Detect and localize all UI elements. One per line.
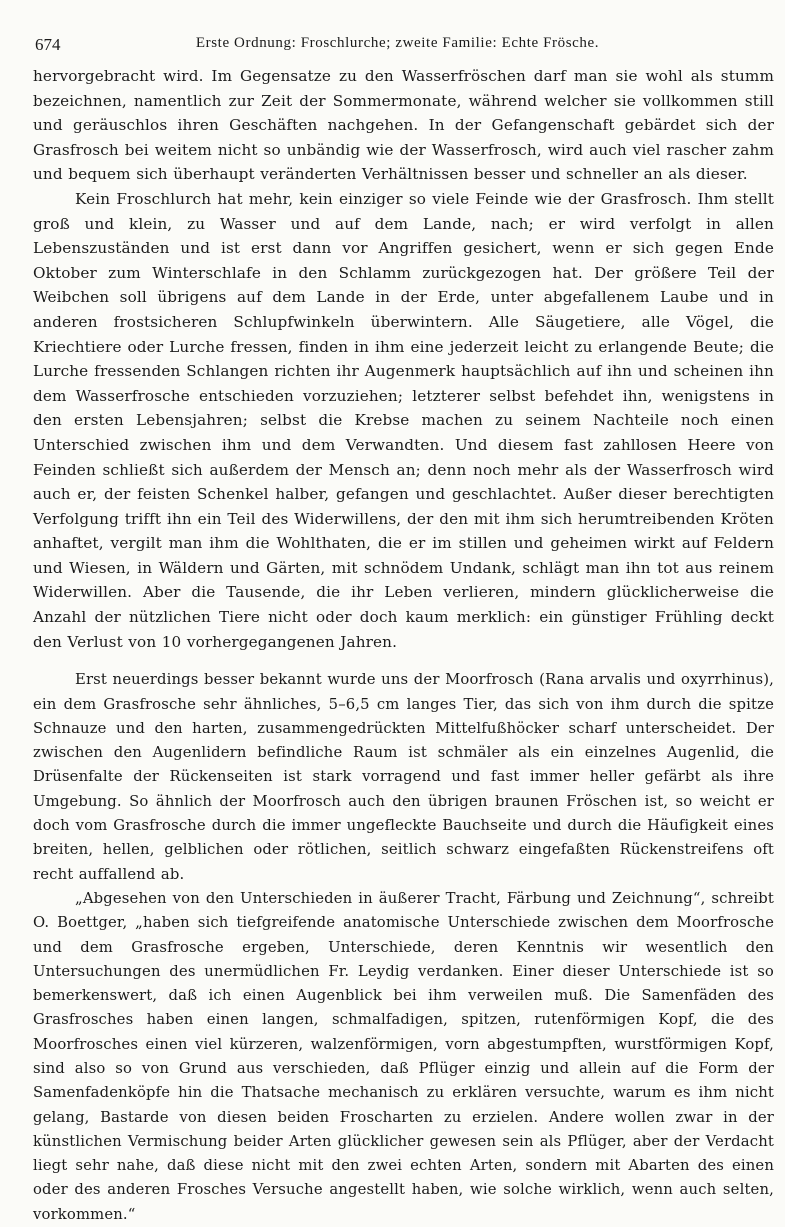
paragraph-moorfrosch: Erst neuerdings besser bekannt wurde uns der Moorfrosch (Rana arvalis und oxyrrhinus), ein dem Grasfrosche sehr ähnliches, 5–6,5 cm langes Tier, das sich von ihm durch die spitze Schnauze und den harten, zusammengedrückten Mittelfußhöcker scharf unterscheidet. Der zwischen den Augenlidern befindliche Raum ist schmäler als ein einzelnes Augenlid, die Drüsenfalte der Rückenseiten ist stark vorragend und fast immer heller gefärbt als ihre Umgebung. So ähnlich der Moorfrosch auch den übrigen braunen Fröschen ist, so weicht er doch vom Grasfrosche durch die immer ungefleckte Bauchseite und durch die Häufigkeit eines breiten, hellen, gelblichen oder rötlichen, seitlich schwarz eingefaßten Rückenstreifens oft recht auffallend ab. xyxy=(33,671,774,883)
paragraph-continuation: hervorgebracht wird. Im Gegensatze zu den Wasserfröschen darf man sie wohl als stumm bezeichnen, namentlich zur Zeit der Sommermonate, während welcher sie vollkommen still und geräuschlos ihren Geschäften nachgehen. In der Gefangenschaft gebärdet sich der Grasfrosch bei weitem nicht so unbändig wie der Wasserfrosch, wird auch viel rascher zahm und bequem sich überhaupt veränderten Verhältnissen besser und schneller an als dieser. xyxy=(33,67,774,184)
page-header xyxy=(35,33,760,57)
paragraph-boettger-quote: „Abgesehen von den Unterschieden in äußerer Tracht, Färbung und Zeichnung“, schreibt O. Boettger, „haben sich tiefgreifende anatomische Unterschiede zwischen dem Moorfrosche und dem Grasfrosche ergeben, Unterschiede, deren Kenntnis wir wesentlich den Untersuchungen des unermüdlichen Fr. Leydig verdanken. Einer dieser Unterschiede ist so bemerkenswert, daß ich einen Augenblick bei ihm verweilen muß. Die Samenfäden des Grasfrosches haben einen langen, schmalfadigen, spitzen, rutenförmigen Kopf, die des Moorfrosches einen viel kürzeren, walzenförmigen, vorn abgestumpften, wurstförmigen Kopf, sind also so von Grund aus verschieden, daß Pflüger einzig und allein auf die Form der Samenfadenköpfe hin die Thatsache mechanisch zu erklären versuchte, warum es ihm nicht gelang, Bastarde von diesen beiden Froscharten zu erzielen. Andere wollen zwar in der künstlichen Vermischung beider Arten glücklicher gewesen sein als Pflüger, aber der Verdacht liegt sehr nahe, daß diese nicht mit den zwei echten Arten, sondern mit Abarten des einen oder des anderen Frosches Versuche angestellt haben, wie solche wirklich, wenn auch selten, vorkommen.“ xyxy=(33,889,774,1223)
page-number: 674 xyxy=(35,35,61,54)
body-text xyxy=(33,64,774,1227)
running-head: Erste Ordnung: Froschlurche; zweite Familie: Echte Frösche. xyxy=(195,35,600,51)
paragraph-enemies: Kein Froschlurch hat mehr, kein einziger so viele Feinde wie der Grasfrosch. Ihm stellt groß und klein, zu Wasser und auf dem Lande, nach; er wird verfolgt in allen Lebenszuständen und ist erst dann vor Angriffen gesichert, wenn er sich gegen Ende Oktober zum Winterschlafe in den Schlamm zurückgezogen hat. Der größere Teil der Weibchen soll übrigens auf dem Lande in der Erde, unter abgefallenem Laube und in anderen frostsicheren Schlupfwinkeln überwintern. Alle Säugetiere, alle Vögel, die Kriechtiere oder Lurche fressen, finden in ihm eine jederzeit leicht zu erlangende Beute; die Lurche fressenden Schlangen richten ihr Augenmerk hauptsächlich auf ihn und scheinen ihn dem Wasserfrosche entschieden vorzuziehen; letzterer selbst befehdet ihn, wenigstens in den ersten Lebensjahren; selbst die Krebse machen zu seinem Nachteile noch einen Unterschied zwischen ihm und dem Verwandten. Und diesem fast zahllosen Heere von Feinden schließt sich außerdem der Mensch an; denn noch mehr als der Wasserfrosch wird auch er, der feisten Schenkel halber, gefangen und geschlachtet. Außer dieser berechtigten Verfolgung trifft ihn ein Teil des Widerwillens, der den mit ihm sich herumtreibenden Kröten anhaftet, vergilt man ihm die Wohlthaten, die er im stillen und geheimen wirkt auf Feldern und Wiesen, in Wäldern und Gärten, mit schnödem Undank, schlägt man ihn tot aus reinem Widerwillen. Aber die Tausende, die ihr Leben verlieren, mindern glücklicherweise die Anzahl der nützlichen Tiere nicht oder doch kaum merklich: ein günstiger Frühling deckt den Verlust von 10 vorhergegangenen Jahren. xyxy=(33,189,774,651)
